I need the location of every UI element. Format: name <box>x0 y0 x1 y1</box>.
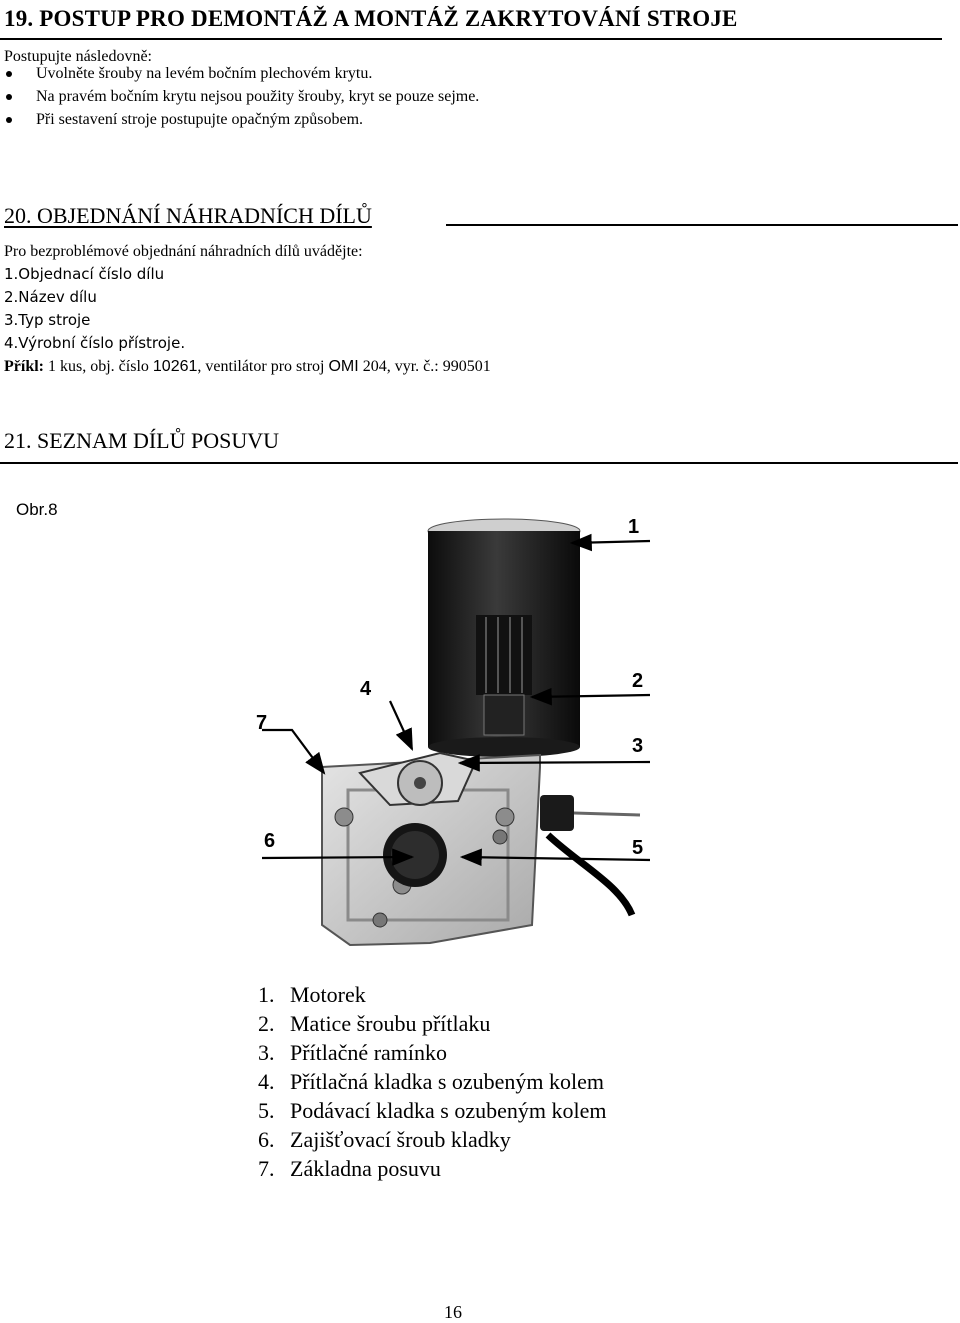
callout-2: 2 <box>632 670 644 692</box>
callout-3: 3 <box>632 735 644 757</box>
section-20-rule <box>446 224 958 226</box>
callout-6-leader <box>262 857 412 858</box>
section-21-rule <box>0 462 958 464</box>
section-20-intro: Pro bezproblémové objednání náhradních dílů uvádějte: <box>4 243 363 260</box>
section-20-heading: 20. OBJEDNÁNÍ NÁHRADNÍCH DÍLŮ <box>4 203 372 228</box>
part-number: 3. <box>258 1040 275 1065</box>
parts-list-item <box>258 1154 606 1183</box>
bullet-item: Při sestavení stroje postupujte opačným způsobem. <box>0 108 479 131</box>
bullet-item: Na pravém bočním krytu nejsou použity šrouby, kryt se pouze sejme. <box>0 85 479 108</box>
section-19-bullet-list <box>0 62 479 131</box>
callout-4-leader <box>390 701 412 749</box>
callout-6: 6 <box>264 830 276 852</box>
page-number: 16 <box>444 1302 462 1322</box>
part-number: 7. <box>258 1156 275 1181</box>
parts-list-item <box>258 1038 606 1067</box>
part-name: Podávací kladka s ozubeným kolem <box>290 1098 607 1123</box>
part-name: Přítlačná kladka s ozubeným kolem <box>290 1069 605 1094</box>
part-number: 1. <box>258 982 275 1007</box>
parts-list-item <box>258 1009 606 1038</box>
parts-list <box>258 980 606 1183</box>
callout-1-leader <box>572 541 650 543</box>
section-19-intro: Postupujte následovně: <box>4 48 152 65</box>
parts-list-item <box>258 1125 606 1154</box>
example-text: , ventilátor pro stroj <box>197 358 329 375</box>
wire-feeder-figure <box>240 505 660 955</box>
part-name: Motorek <box>290 982 366 1007</box>
parts-list-item <box>258 1067 606 1096</box>
callout-7-leader <box>262 730 324 773</box>
callout-7: 7 <box>256 712 268 734</box>
parts-list-item <box>258 980 606 1009</box>
callout-3-leader <box>460 762 650 763</box>
example-text: 1 kus, obj. číslo <box>44 358 153 375</box>
order-info-list <box>4 263 185 355</box>
order-example <box>4 355 491 378</box>
order-info-item: 2.Název dílu <box>4 288 97 306</box>
part-name: Matice šroubu přítlaku <box>290 1011 491 1036</box>
pressure-nut <box>476 615 532 735</box>
part-name: Zajišťovací šroub kladky <box>290 1127 511 1152</box>
part-name: Základna posuvu <box>290 1156 441 1181</box>
part-number: 2. <box>258 1011 275 1036</box>
part-name: Přítlačné ramínko <box>290 1040 448 1065</box>
callout-1: 1 <box>628 516 640 538</box>
section-19-heading: 19. POSTUP PRO DEMONTÁŽ A MONTÁŽ ZAKRYTOVÁNÍ STROJE <box>4 6 738 31</box>
figure-label: Obr.8 <box>16 500 58 519</box>
example-number: 10261 <box>152 358 198 375</box>
order-info-item: 3.Typ stroje <box>4 311 91 329</box>
part-number: 4. <box>258 1069 275 1094</box>
parts-list-item <box>258 1096 606 1125</box>
part-number: 6. <box>258 1127 275 1152</box>
bullet-item: Uvolněte šrouby na levém bočním plechovém krytu. <box>0 62 479 85</box>
example-label: Příkl: <box>4 358 44 375</box>
callout-5: 5 <box>632 837 644 859</box>
section-19-rule <box>0 38 942 40</box>
part-number: 5. <box>258 1098 275 1123</box>
section-21-heading: 21. SEZNAM DÍLŮ POSUVU <box>4 428 280 453</box>
wire-guide <box>540 795 640 915</box>
callout-4: 4 <box>360 678 372 700</box>
order-info-item: 1.Objednací číslo dílu <box>4 265 165 283</box>
order-info-item: 4.Výrobní číslo přístroje. <box>4 334 186 352</box>
example-text: 204, vyr. č.: 990501 <box>358 358 491 375</box>
feed-roller-knob <box>383 823 447 887</box>
example-model: OMI <box>328 358 359 375</box>
